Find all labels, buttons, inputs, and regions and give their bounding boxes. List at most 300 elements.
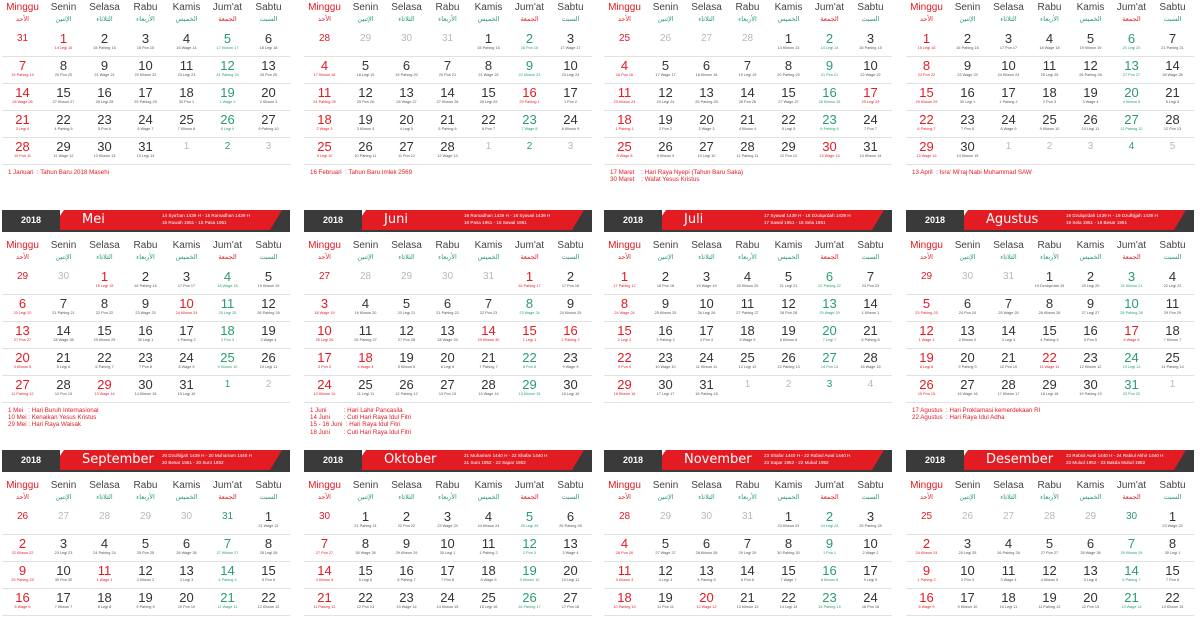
day-cell[interactable] (1070, 111, 1111, 138)
day-cell[interactable] (468, 376, 509, 403)
day-cell[interactable] (2, 589, 43, 616)
day-cell[interactable] (43, 138, 84, 165)
day-cell[interactable] (1070, 376, 1111, 403)
day-cell[interactable] (809, 562, 850, 589)
day-cell[interactable] (2, 84, 43, 111)
day-cell[interactable] (207, 295, 248, 322)
day-cell[interactable] (850, 57, 891, 84)
day-cell[interactable] (1029, 508, 1070, 535)
day-cell[interactable] (809, 30, 850, 57)
day-cell[interactable] (84, 376, 125, 403)
day-cell[interactable] (727, 349, 768, 376)
day-cell[interactable] (988, 535, 1029, 562)
day-cell[interactable] (550, 589, 591, 616)
day-cell[interactable] (1029, 57, 1070, 84)
day-cell[interactable] (84, 84, 125, 111)
day-cell[interactable] (2, 30, 43, 57)
day-cell[interactable] (1111, 111, 1152, 138)
day-cell[interactable] (1029, 562, 1070, 589)
day-cell[interactable] (427, 268, 468, 295)
day-cell[interactable] (809, 57, 850, 84)
day-cell[interactable] (386, 30, 427, 57)
day-cell[interactable] (686, 138, 727, 165)
day-cell[interactable] (727, 84, 768, 111)
day-cell[interactable] (1152, 268, 1193, 295)
day-cell[interactable] (1111, 30, 1152, 57)
day-cell[interactable] (248, 562, 289, 589)
day-cell[interactable] (125, 57, 166, 84)
day-cell[interactable] (386, 57, 427, 84)
day-cell[interactable] (768, 138, 809, 165)
day-cell[interactable] (768, 111, 809, 138)
day-cell[interactable] (947, 589, 988, 616)
day-cell[interactable] (43, 376, 84, 403)
day-cell[interactable] (686, 349, 727, 376)
day-cell[interactable] (727, 295, 768, 322)
day-cell[interactable] (727, 535, 768, 562)
day-cell[interactable] (604, 562, 645, 589)
day-cell[interactable] (988, 508, 1029, 535)
day-cell[interactable] (166, 111, 207, 138)
day-cell[interactable] (345, 589, 386, 616)
day-cell[interactable] (345, 57, 386, 84)
day-cell[interactable] (2, 295, 43, 322)
day-cell[interactable] (84, 138, 125, 165)
day-cell[interactable] (727, 508, 768, 535)
day-cell[interactable] (43, 295, 84, 322)
day-cell[interactable] (43, 589, 84, 616)
day-cell[interactable] (2, 138, 43, 165)
day-cell[interactable] (345, 268, 386, 295)
day-cell[interactable] (768, 535, 809, 562)
day-cell[interactable] (1070, 535, 1111, 562)
day-cell[interactable] (1070, 57, 1111, 84)
day-cell[interactable] (686, 111, 727, 138)
day-cell[interactable] (947, 508, 988, 535)
day-cell[interactable] (727, 322, 768, 349)
day-cell[interactable] (248, 349, 289, 376)
day-cell[interactable] (43, 84, 84, 111)
day-cell[interactable] (1070, 268, 1111, 295)
day-cell[interactable] (645, 138, 686, 165)
day-cell[interactable] (850, 268, 891, 295)
day-cell[interactable] (906, 268, 947, 295)
day-cell[interactable] (645, 508, 686, 535)
day-cell[interactable] (727, 376, 768, 403)
day-cell[interactable] (906, 111, 947, 138)
day-cell[interactable] (386, 535, 427, 562)
day-cell[interactable] (166, 508, 207, 535)
day-cell[interactable] (509, 508, 550, 535)
day-cell[interactable] (1070, 349, 1111, 376)
day-cell[interactable] (1152, 349, 1193, 376)
day-cell[interactable] (248, 376, 289, 403)
day-cell[interactable] (84, 322, 125, 349)
day-cell[interactable] (345, 508, 386, 535)
day-cell[interactable] (645, 30, 686, 57)
day-cell[interactable] (427, 57, 468, 84)
day-cell[interactable] (550, 535, 591, 562)
day-cell[interactable] (427, 322, 468, 349)
day-cell[interactable] (427, 349, 468, 376)
day-cell[interactable] (645, 589, 686, 616)
day-cell[interactable] (248, 268, 289, 295)
day-cell[interactable] (84, 268, 125, 295)
day-cell[interactable] (947, 268, 988, 295)
day-cell[interactable] (1029, 111, 1070, 138)
day-cell[interactable] (550, 30, 591, 57)
day-cell[interactable] (248, 84, 289, 111)
day-cell[interactable] (906, 376, 947, 403)
day-cell[interactable] (125, 376, 166, 403)
day-cell[interactable] (84, 111, 125, 138)
day-cell[interactable] (468, 57, 509, 84)
day-cell[interactable] (1152, 84, 1193, 111)
day-cell[interactable] (988, 589, 1029, 616)
day-cell[interactable] (1111, 322, 1152, 349)
day-cell[interactable] (166, 84, 207, 111)
day-cell[interactable] (509, 376, 550, 403)
day-cell[interactable] (1070, 295, 1111, 322)
day-cell[interactable] (345, 138, 386, 165)
day-cell[interactable] (345, 322, 386, 349)
day-cell[interactable] (768, 322, 809, 349)
day-cell[interactable] (84, 508, 125, 535)
day-cell[interactable] (125, 562, 166, 589)
day-cell[interactable] (1070, 30, 1111, 57)
day-cell[interactable] (166, 589, 207, 616)
day-cell[interactable] (427, 111, 468, 138)
day-cell[interactable] (1070, 589, 1111, 616)
day-cell[interactable] (1111, 562, 1152, 589)
day-cell[interactable] (468, 268, 509, 295)
day-cell[interactable] (947, 84, 988, 111)
day-cell[interactable] (345, 30, 386, 57)
day-cell[interactable] (207, 349, 248, 376)
day-cell[interactable] (427, 589, 468, 616)
day-cell[interactable] (727, 562, 768, 589)
day-cell[interactable] (550, 84, 591, 111)
day-cell[interactable] (468, 138, 509, 165)
day-cell[interactable] (125, 349, 166, 376)
day-cell[interactable] (2, 349, 43, 376)
day-cell[interactable] (809, 322, 850, 349)
day-cell[interactable] (125, 138, 166, 165)
day-cell[interactable] (850, 138, 891, 165)
day-cell[interactable] (468, 30, 509, 57)
day-cell[interactable] (386, 322, 427, 349)
day-cell[interactable] (988, 57, 1029, 84)
day-cell[interactable] (248, 535, 289, 562)
day-cell[interactable] (468, 349, 509, 376)
day-cell[interactable] (304, 57, 345, 84)
day-cell[interactable] (304, 376, 345, 403)
day-cell[interactable] (386, 349, 427, 376)
day-cell[interactable] (809, 268, 850, 295)
day-cell[interactable] (1029, 84, 1070, 111)
day-cell[interactable] (304, 589, 345, 616)
day-cell[interactable] (604, 111, 645, 138)
day-cell[interactable] (809, 84, 850, 111)
day-cell[interactable] (207, 138, 248, 165)
day-cell[interactable] (988, 84, 1029, 111)
day-cell[interactable] (125, 589, 166, 616)
day-cell[interactable] (207, 111, 248, 138)
day-cell[interactable] (768, 376, 809, 403)
day-cell[interactable] (125, 268, 166, 295)
day-cell[interactable] (947, 535, 988, 562)
day-cell[interactable] (809, 138, 850, 165)
day-cell[interactable] (84, 589, 125, 616)
day-cell[interactable] (850, 295, 891, 322)
day-cell[interactable] (988, 562, 1029, 589)
day-cell[interactable] (1029, 138, 1070, 165)
day-cell[interactable] (248, 508, 289, 535)
day-cell[interactable] (207, 376, 248, 403)
day-cell[interactable] (386, 376, 427, 403)
day-cell[interactable] (509, 268, 550, 295)
day-cell[interactable] (727, 589, 768, 616)
day-cell[interactable] (686, 30, 727, 57)
day-cell[interactable] (645, 535, 686, 562)
day-cell[interactable] (84, 535, 125, 562)
day-cell[interactable] (1111, 268, 1152, 295)
day-cell[interactable] (550, 349, 591, 376)
day-cell[interactable] (207, 562, 248, 589)
day-cell[interactable] (248, 138, 289, 165)
day-cell[interactable] (604, 295, 645, 322)
day-cell[interactable] (1152, 376, 1193, 403)
day-cell[interactable] (768, 268, 809, 295)
day-cell[interactable] (1152, 295, 1193, 322)
day-cell[interactable] (386, 138, 427, 165)
day-cell[interactable] (550, 57, 591, 84)
day-cell[interactable] (988, 349, 1029, 376)
day-cell[interactable] (768, 589, 809, 616)
day-cell[interactable] (427, 30, 468, 57)
day-cell[interactable] (1111, 376, 1152, 403)
day-cell[interactable] (2, 376, 43, 403)
day-cell[interactable] (604, 508, 645, 535)
day-cell[interactable] (1152, 111, 1193, 138)
day-cell[interactable] (809, 535, 850, 562)
day-cell[interactable] (988, 138, 1029, 165)
day-cell[interactable] (727, 111, 768, 138)
day-cell[interactable] (509, 562, 550, 589)
day-cell[interactable] (550, 295, 591, 322)
day-cell[interactable] (1070, 562, 1111, 589)
day-cell[interactable] (125, 30, 166, 57)
day-cell[interactable] (509, 84, 550, 111)
day-cell[interactable] (207, 322, 248, 349)
day-cell[interactable] (604, 535, 645, 562)
day-cell[interactable] (304, 268, 345, 295)
day-cell[interactable] (207, 535, 248, 562)
day-cell[interactable] (727, 268, 768, 295)
day-cell[interactable] (686, 57, 727, 84)
day-cell[interactable] (207, 30, 248, 57)
day-cell[interactable] (768, 84, 809, 111)
day-cell[interactable] (604, 376, 645, 403)
day-cell[interactable] (988, 30, 1029, 57)
day-cell[interactable] (550, 376, 591, 403)
day-cell[interactable] (906, 589, 947, 616)
day-cell[interactable] (947, 349, 988, 376)
day-cell[interactable] (947, 562, 988, 589)
day-cell[interactable] (248, 57, 289, 84)
day-cell[interactable] (468, 508, 509, 535)
day-cell[interactable] (604, 57, 645, 84)
day-cell[interactable] (1070, 84, 1111, 111)
day-cell[interactable] (1111, 589, 1152, 616)
day-cell[interactable] (988, 268, 1029, 295)
day-cell[interactable] (427, 84, 468, 111)
day-cell[interactable] (1029, 30, 1070, 57)
day-cell[interactable] (345, 111, 386, 138)
day-cell[interactable] (1070, 138, 1111, 165)
day-cell[interactable] (386, 268, 427, 295)
day-cell[interactable] (386, 295, 427, 322)
day-cell[interactable] (427, 508, 468, 535)
day-cell[interactable] (345, 84, 386, 111)
day-cell[interactable] (166, 376, 207, 403)
day-cell[interactable] (248, 295, 289, 322)
day-cell[interactable] (550, 322, 591, 349)
day-cell[interactable] (645, 268, 686, 295)
day-cell[interactable] (304, 349, 345, 376)
day-cell[interactable] (43, 111, 84, 138)
day-cell[interactable] (43, 349, 84, 376)
day-cell[interactable] (1152, 30, 1193, 57)
day-cell[interactable] (125, 508, 166, 535)
day-cell[interactable] (645, 562, 686, 589)
day-cell[interactable] (906, 57, 947, 84)
day-cell[interactable] (2, 57, 43, 84)
day-cell[interactable] (686, 268, 727, 295)
day-cell[interactable] (304, 562, 345, 589)
day-cell[interactable] (809, 111, 850, 138)
day-cell[interactable] (427, 535, 468, 562)
day-cell[interactable] (1152, 508, 1193, 535)
day-cell[interactable] (645, 84, 686, 111)
day-cell[interactable] (947, 376, 988, 403)
day-cell[interactable] (166, 322, 207, 349)
day-cell[interactable] (166, 57, 207, 84)
day-cell[interactable] (427, 138, 468, 165)
day-cell[interactable] (550, 138, 591, 165)
day-cell[interactable] (850, 322, 891, 349)
day-cell[interactable] (43, 268, 84, 295)
day-cell[interactable] (645, 322, 686, 349)
day-cell[interactable] (1111, 295, 1152, 322)
day-cell[interactable] (645, 295, 686, 322)
day-cell[interactable] (2, 111, 43, 138)
day-cell[interactable] (304, 508, 345, 535)
day-cell[interactable] (906, 295, 947, 322)
day-cell[interactable] (125, 84, 166, 111)
day-cell[interactable] (727, 138, 768, 165)
day-cell[interactable] (125, 322, 166, 349)
day-cell[interactable] (509, 589, 550, 616)
day-cell[interactable] (850, 562, 891, 589)
day-cell[interactable] (386, 562, 427, 589)
day-cell[interactable] (988, 111, 1029, 138)
day-cell[interactable] (84, 295, 125, 322)
day-cell[interactable] (166, 349, 207, 376)
day-cell[interactable] (248, 30, 289, 57)
day-cell[interactable] (2, 322, 43, 349)
day-cell[interactable] (686, 508, 727, 535)
day-cell[interactable] (1111, 535, 1152, 562)
day-cell[interactable] (947, 57, 988, 84)
day-cell[interactable] (166, 138, 207, 165)
day-cell[interactable] (1029, 268, 1070, 295)
day-cell[interactable] (345, 376, 386, 403)
day-cell[interactable] (166, 268, 207, 295)
day-cell[interactable] (850, 349, 891, 376)
day-cell[interactable] (604, 589, 645, 616)
day-cell[interactable] (304, 295, 345, 322)
day-cell[interactable] (947, 295, 988, 322)
day-cell[interactable] (386, 508, 427, 535)
day-cell[interactable] (509, 322, 550, 349)
day-cell[interactable] (166, 295, 207, 322)
day-cell[interactable] (2, 508, 43, 535)
day-cell[interactable] (248, 589, 289, 616)
day-cell[interactable] (1152, 562, 1193, 589)
day-cell[interactable] (166, 535, 207, 562)
day-cell[interactable] (604, 84, 645, 111)
day-cell[interactable] (43, 322, 84, 349)
day-cell[interactable] (809, 589, 850, 616)
day-cell[interactable] (604, 30, 645, 57)
day-cell[interactable] (686, 535, 727, 562)
day-cell[interactable] (248, 322, 289, 349)
day-cell[interactable] (645, 111, 686, 138)
day-cell[interactable] (125, 295, 166, 322)
day-cell[interactable] (207, 57, 248, 84)
day-cell[interactable] (207, 508, 248, 535)
day-cell[interactable] (906, 508, 947, 535)
day-cell[interactable] (386, 84, 427, 111)
day-cell[interactable] (345, 349, 386, 376)
day-cell[interactable] (468, 589, 509, 616)
day-cell[interactable] (906, 84, 947, 111)
day-cell[interactable] (768, 295, 809, 322)
day-cell[interactable] (304, 322, 345, 349)
day-cell[interactable] (604, 138, 645, 165)
day-cell[interactable] (727, 57, 768, 84)
day-cell[interactable] (947, 322, 988, 349)
day-cell[interactable] (906, 535, 947, 562)
day-cell[interactable] (809, 376, 850, 403)
day-cell[interactable] (84, 57, 125, 84)
day-cell[interactable] (345, 562, 386, 589)
day-cell[interactable] (906, 322, 947, 349)
day-cell[interactable] (386, 111, 427, 138)
day-cell[interactable] (43, 535, 84, 562)
day-cell[interactable] (468, 322, 509, 349)
day-cell[interactable] (345, 295, 386, 322)
day-cell[interactable] (988, 295, 1029, 322)
day-cell[interactable] (645, 57, 686, 84)
day-cell[interactable] (604, 268, 645, 295)
day-cell[interactable] (1029, 295, 1070, 322)
day-cell[interactable] (248, 111, 289, 138)
day-cell[interactable] (809, 295, 850, 322)
day-cell[interactable] (686, 376, 727, 403)
day-cell[interactable] (550, 111, 591, 138)
